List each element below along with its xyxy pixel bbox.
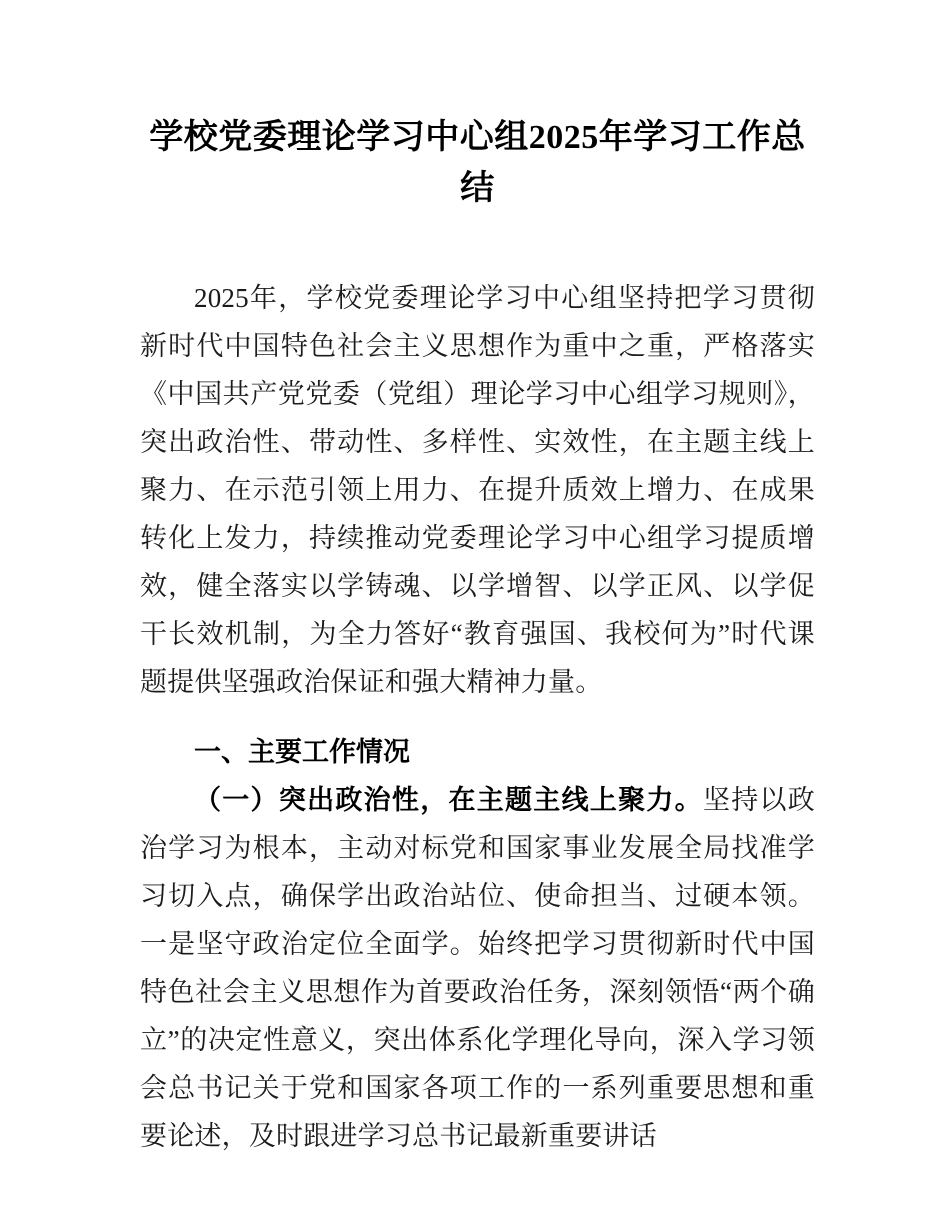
subsection-paragraph-political xyxy=(140,776,815,1160)
subsection-body-text: 坚持以政治学习为根本，主动对标党和国家事业发展全局找准学习切入点，确保学出政治站位、使命担当、过硬本领。一是坚守政治定位全面学。始终把学习贯彻新时代中国特色社会主义思想作为首要政治任务，深刻领悟“两个确立”的决定性意义，突出体系化学理化导向，深入学习领会总书记关于党和国家各项工作的一系列重要思想和重要论述，及时跟进学习总书记最新重要讲话 xyxy=(140,785,815,1151)
document-content-column xyxy=(140,0,815,1160)
page-title: 学校党委理论学习中心组2025年学习工作总结 xyxy=(149,119,806,207)
subsection-lead-bold: （一）突出政治性，在主题主线上聚力。 xyxy=(194,785,703,815)
intro-paragraph: 2025年，学校党委理论学习中心组坚持把学习贯彻新时代中国特色社会主义思想作为重中之重，严格落实《中国共产党党委（党组）理论学习中心组学习规则》，突出政治性、带动性、多样性、实效性，在主题主线上聚力、在示范引领上用力、在提升质效上增力、在成果转化上发力，持续推动党委理论学习中心组学习提质增效，健全落实以学铸魂、以学增智、以学正风、以学促干长效机制，为全力答好“教育强国、我校何为”时代课题提供坚强政治保证和强大精神力量。 xyxy=(140,283,815,697)
section-heading-main-work: 一、主要工作情况 xyxy=(194,737,410,767)
